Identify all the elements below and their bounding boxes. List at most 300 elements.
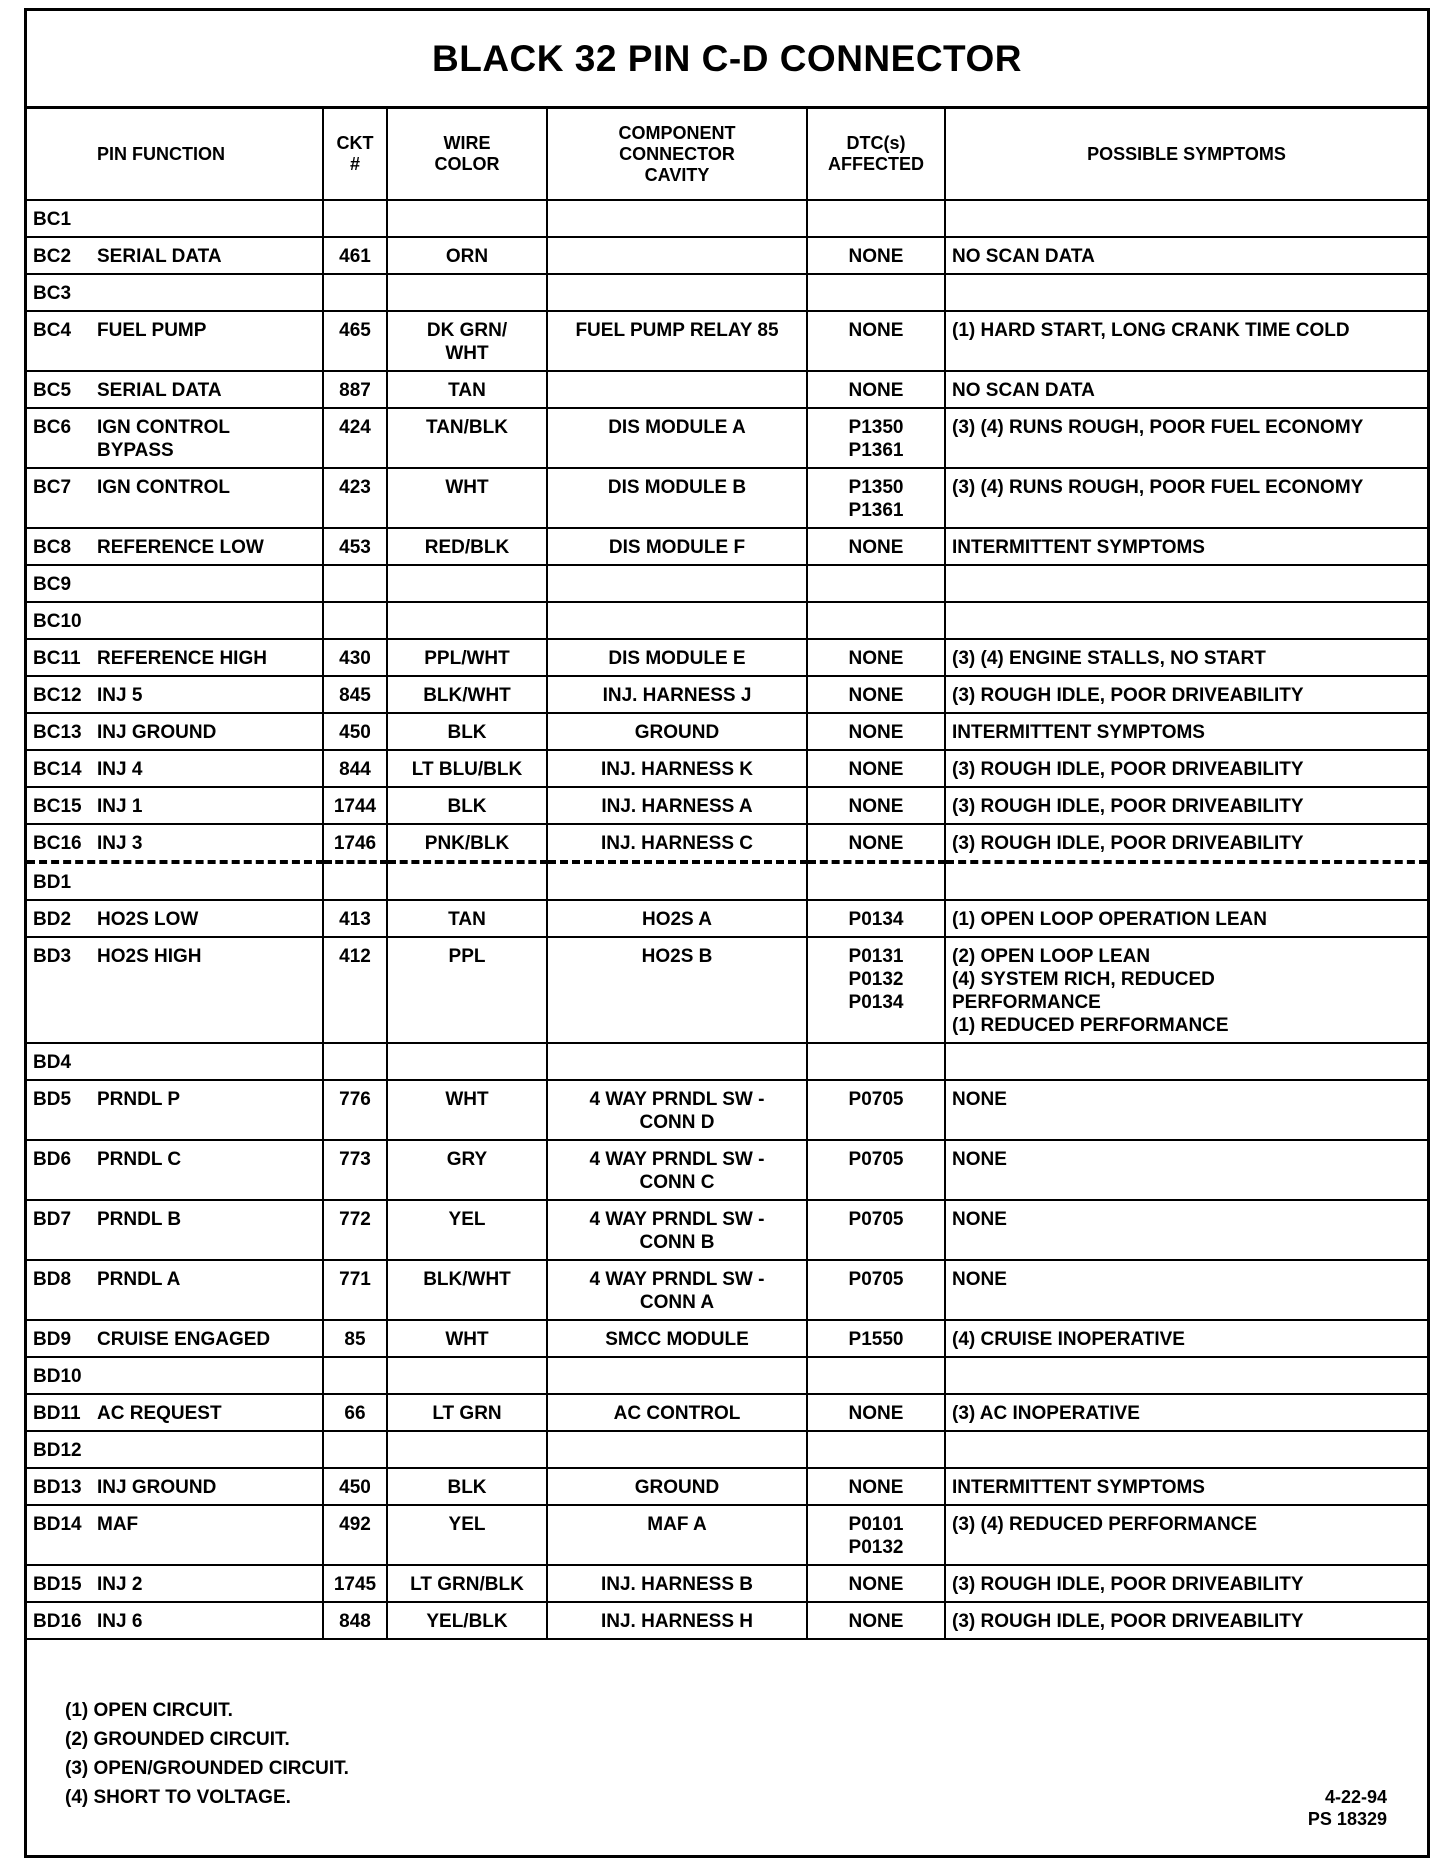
table-row <box>27 787 1427 824</box>
pin-function-cell <box>27 237 323 274</box>
symptoms-cell-text: INTERMITTENT SYMPTOMS <box>952 722 1205 743</box>
symptoms-cell-text: (3) ROUGH IDLE, POOR DRIVEABILITY <box>952 685 1304 706</box>
ckt-cell-text: 453 <box>339 537 371 558</box>
wire-color-cell <box>387 750 547 787</box>
wire-color-cell <box>387 1320 547 1357</box>
pin-id: BD16 <box>33 1611 82 1632</box>
pin-function-cell <box>27 200 323 237</box>
wire-color-cell-text: PPL/WHT <box>424 648 510 669</box>
ckt-cell-text: 1746 <box>333 833 377 854</box>
col-header-symptoms: POSSIBLE SYMPTOMS <box>945 109 1427 200</box>
dtc-cell <box>807 565 945 602</box>
symptoms-cell <box>945 1505 1427 1565</box>
ckt-cell-text: 1745 <box>333 1574 377 1595</box>
table-row <box>27 1602 1427 1639</box>
pin-function-cell <box>27 937 323 1043</box>
pin-function-cell <box>27 1357 323 1394</box>
table-row <box>27 371 1427 408</box>
wire-color-cell-text: LT GRN <box>432 1403 502 1424</box>
pin-id: BD2 <box>33 909 72 930</box>
table-row <box>27 713 1427 750</box>
ckt-cell <box>323 1394 387 1431</box>
ckt-cell <box>323 408 387 468</box>
pin-id: BC14 <box>33 759 82 780</box>
wire-color-cell <box>387 937 547 1043</box>
pin-function-cell <box>27 1468 323 1505</box>
wire-color-cell-text: BLK <box>447 722 487 743</box>
table-row <box>27 1200 1427 1260</box>
wire-color-cell <box>387 1468 547 1505</box>
component-cavity-cell <box>547 237 807 274</box>
symptoms-cell <box>945 1140 1427 1200</box>
symptoms-cell-text: (3) (4) ENGINE STALLS, NO START <box>952 648 1266 669</box>
dtc-cell-text: NONE <box>848 722 904 743</box>
dtc-cell-text: P0705 <box>848 1209 904 1230</box>
pin-id: BC9 <box>33 574 72 595</box>
ckt-cell <box>323 862 387 900</box>
pin-function-cell <box>27 1394 323 1431</box>
table-row <box>27 862 1427 900</box>
wire-color-cell <box>387 371 547 408</box>
wire-color-cell <box>387 1565 547 1602</box>
footnote: (2) GROUNDED CIRCUIT. <box>65 1729 290 1750</box>
wire-color-cell-text: RED/BLK <box>424 537 510 558</box>
symptoms-cell-text: (3) ROUGH IDLE, POOR DRIVEABILITY <box>952 759 1304 780</box>
symptoms-cell <box>945 1602 1427 1639</box>
dtc-cell <box>807 468 945 528</box>
ckt-cell <box>323 1602 387 1639</box>
ckt-cell <box>323 237 387 274</box>
wire-color-cell <box>387 1394 547 1431</box>
symptoms-cell <box>945 1565 1427 1602</box>
col-header-component: COMPONENT CONNECTOR CAVITY <box>547 109 807 200</box>
pin-id: BC8 <box>33 537 72 558</box>
symptoms-cell-text: NO SCAN DATA <box>952 380 1095 401</box>
component-cavity-cell <box>547 1260 807 1320</box>
component-cavity-cell <box>547 371 807 408</box>
pin-id: BC7 <box>33 477 72 498</box>
wire-color-cell <box>387 565 547 602</box>
ckt-cell <box>323 1357 387 1394</box>
wire-color-cell-text: LT GRN/BLK <box>410 1574 524 1595</box>
symptoms-cell <box>945 602 1427 639</box>
wire-color-cell-text: BLK/WHT <box>423 1269 511 1290</box>
table-row <box>27 1468 1427 1505</box>
component-cavity-cell <box>547 750 807 787</box>
component-cavity-cell-text: AC CONTROL <box>613 1403 741 1424</box>
wire-color-cell <box>387 1200 547 1260</box>
pin-function: INJ 5 <box>97 685 143 706</box>
pin-id: BC4 <box>33 320 72 341</box>
dtc-cell-text: NONE <box>848 1611 904 1632</box>
component-cavity-cell-text: SMCC MODULE <box>605 1329 749 1350</box>
component-cavity-cell <box>547 639 807 676</box>
symptoms-cell <box>945 676 1427 713</box>
symptoms-cell-text: NONE <box>952 1269 1007 1290</box>
footnote: (1) OPEN CIRCUIT. <box>65 1700 233 1721</box>
pin-id: BC12 <box>33 685 82 706</box>
ckt-cell-text: 423 <box>339 477 371 498</box>
ckt-cell <box>323 602 387 639</box>
ckt-cell <box>323 200 387 237</box>
pin-function: PRNDL P <box>97 1089 181 1110</box>
table-row <box>27 750 1427 787</box>
dtc-cell-text: NONE <box>848 1403 904 1424</box>
table-row <box>27 1140 1427 1200</box>
pin-function: IGN CONTROL <box>97 477 230 498</box>
pin-id: BD3 <box>33 946 72 967</box>
page-title: BLACK 32 PIN C-D CONNECTOR <box>27 11 1427 109</box>
dtc-cell-text: NONE <box>848 380 904 401</box>
wire-color-cell <box>387 1602 547 1639</box>
pin-id: BC3 <box>33 283 72 304</box>
pin-id: BC6 <box>33 417 72 438</box>
dtc-cell-text: NONE <box>848 320 904 341</box>
table-row <box>27 602 1427 639</box>
pin-function: PRNDL B <box>97 1209 182 1230</box>
wire-color-cell <box>387 1080 547 1140</box>
wire-color-cell <box>387 900 547 937</box>
pin-function-cell <box>27 787 323 824</box>
ckt-cell <box>323 565 387 602</box>
component-cavity-cell <box>547 676 807 713</box>
dtc-cell-text: P1550 <box>848 1329 904 1350</box>
dtc-cell <box>807 1357 945 1394</box>
ckt-cell <box>323 750 387 787</box>
pin-function-cell <box>27 1200 323 1260</box>
pin-function-cell <box>27 274 323 311</box>
dtc-cell <box>807 1394 945 1431</box>
wire-color-cell <box>387 862 547 900</box>
ckt-cell-text: 1744 <box>333 796 377 817</box>
dtc-cell-text: P0101 P0132 <box>848 1514 904 1558</box>
table-row <box>27 1431 1427 1468</box>
pin-function: INJ 6 <box>97 1611 143 1632</box>
dtc-cell-text: P0705 <box>848 1269 904 1290</box>
wire-color-cell-text: WHT <box>445 477 489 498</box>
component-cavity-cell <box>547 1565 807 1602</box>
symptoms-cell-text: (1) OPEN LOOP OPERATION LEAN <box>952 909 1267 930</box>
symptoms-cell-text: NONE <box>952 1089 1007 1110</box>
symptoms-cell <box>945 862 1427 900</box>
wire-color-cell-text: WHT <box>445 1329 489 1350</box>
symptoms-cell <box>945 371 1427 408</box>
ckt-cell <box>323 1320 387 1357</box>
pin-function-cell <box>27 311 323 371</box>
dtc-cell-text: NONE <box>848 833 904 854</box>
pin-function: INJ GROUND <box>97 1477 217 1498</box>
wire-color-cell <box>387 824 547 862</box>
component-cavity-cell-text: 4 WAY PRNDL SW - CONN A <box>589 1269 765 1313</box>
pin-id: BD8 <box>33 1269 72 1290</box>
wire-color-cell-text: PNK/BLK <box>424 833 510 854</box>
dtc-cell <box>807 1140 945 1200</box>
ckt-cell <box>323 1043 387 1080</box>
dtc-cell-text: NONE <box>848 759 904 780</box>
ckt-cell-text: 772 <box>339 1209 371 1230</box>
symptoms-cell-text: (3) AC INOPERATIVE <box>952 1403 1140 1424</box>
pin-id: BD11 <box>33 1403 81 1424</box>
pin-id: BD6 <box>33 1149 72 1170</box>
pin-function-cell <box>27 468 323 528</box>
ckt-cell-text: 450 <box>339 1477 371 1498</box>
pin-function-cell <box>27 1505 323 1565</box>
pin-id: BD15 <box>33 1574 82 1595</box>
symptoms-cell-text: (2) OPEN LOOP LEAN (4) SYSTEM RICH, REDUCED PERFORMANCE (1) REDUCED PERFORMANCE <box>952 946 1229 1036</box>
dtc-cell <box>807 1043 945 1080</box>
component-cavity-cell-text: DIS MODULE E <box>608 648 746 669</box>
wire-color-cell-text: YEL/BLK <box>426 1611 508 1632</box>
component-cavity-cell <box>547 1357 807 1394</box>
ckt-cell-text: 773 <box>339 1149 371 1170</box>
pin-function: INJ GROUND <box>97 722 217 743</box>
dtc-cell-text: NONE <box>848 246 904 267</box>
ckt-cell-text: 424 <box>339 417 371 438</box>
dtc-cell <box>807 937 945 1043</box>
symptoms-cell <box>945 787 1427 824</box>
pin-function-cell <box>27 639 323 676</box>
dtc-cell-text: NONE <box>848 648 904 669</box>
wire-color-cell <box>387 639 547 676</box>
table-row <box>27 468 1427 528</box>
symptoms-cell <box>945 1043 1427 1080</box>
pin-function-cell <box>27 750 323 787</box>
symptoms-cell <box>945 408 1427 468</box>
symptoms-cell <box>945 1200 1427 1260</box>
symptoms-cell <box>945 565 1427 602</box>
ckt-cell <box>323 274 387 311</box>
symptoms-cell <box>945 639 1427 676</box>
component-cavity-cell-text: INJ. HARNESS K <box>600 759 754 780</box>
pin-function: CRUISE ENGAGED <box>97 1329 271 1350</box>
table-row <box>27 639 1427 676</box>
pin-id: BC2 <box>33 246 72 267</box>
component-cavity-cell <box>547 824 807 862</box>
table-row <box>27 1080 1427 1140</box>
pin-function: INJ 1 <box>97 796 143 817</box>
pin-function-cell <box>27 1080 323 1140</box>
component-cavity-cell <box>547 1394 807 1431</box>
dtc-cell <box>807 1431 945 1468</box>
symptoms-cell <box>945 1468 1427 1505</box>
wire-color-cell <box>387 1505 547 1565</box>
dtc-cell-text: P0134 <box>848 909 904 930</box>
ckt-cell <box>323 639 387 676</box>
dtc-cell <box>807 824 945 862</box>
ckt-cell <box>323 1468 387 1505</box>
table-row <box>27 528 1427 565</box>
component-cavity-cell <box>547 713 807 750</box>
component-cavity-cell-text: MAF A <box>647 1514 707 1535</box>
table-header-row <box>27 109 1427 200</box>
symptoms-cell <box>945 1320 1427 1357</box>
pin-function: FUEL PUMP <box>97 320 207 341</box>
wire-color-cell <box>387 274 547 311</box>
component-cavity-cell-text: FUEL PUMP RELAY 85 <box>575 320 779 341</box>
wire-color-cell-text: WHT <box>445 1089 489 1110</box>
component-cavity-cell <box>547 602 807 639</box>
pin-function-cell <box>27 602 323 639</box>
symptoms-cell-text: (3) ROUGH IDLE, POOR DRIVEABILITY <box>952 833 1304 854</box>
symptoms-cell-text: (3) ROUGH IDLE, POOR DRIVEABILITY <box>952 796 1304 817</box>
symptoms-cell <box>945 237 1427 274</box>
symptoms-cell-text: (3) ROUGH IDLE, POOR DRIVEABILITY <box>952 1611 1304 1632</box>
dtc-cell <box>807 1200 945 1260</box>
pin-function: REFERENCE LOW <box>97 537 264 558</box>
wire-color-cell-text: DK GRN/ WHT <box>426 320 508 364</box>
wire-color-cell <box>387 237 547 274</box>
table-row <box>27 1565 1427 1602</box>
col-header-wire-color: WIRE COLOR <box>387 109 547 200</box>
symptoms-cell <box>945 900 1427 937</box>
symptoms-cell <box>945 1080 1427 1140</box>
ckt-cell-text: 887 <box>339 380 371 401</box>
wire-color-cell <box>387 676 547 713</box>
dtc-cell-text: P0705 <box>848 1149 904 1170</box>
table-row <box>27 1043 1427 1080</box>
pin-id: BD10 <box>33 1366 82 1387</box>
pin-id: BC5 <box>33 380 72 401</box>
wire-color-cell <box>387 1140 547 1200</box>
component-cavity-cell-text: 4 WAY PRNDL SW - CONN B <box>589 1209 765 1253</box>
component-cavity-cell-text: GROUND <box>634 722 720 743</box>
component-cavity-cell <box>547 1080 807 1140</box>
pin-function-cell <box>27 1431 323 1468</box>
component-cavity-cell-text: DIS MODULE A <box>608 417 746 438</box>
table-row <box>27 1260 1427 1320</box>
symptoms-cell <box>945 1431 1427 1468</box>
connector-table <box>27 109 1427 1640</box>
dtc-cell-text: P1350 P1361 <box>848 417 904 461</box>
component-cavity-cell-text: INJ. HARNESS H <box>600 1611 754 1632</box>
ckt-cell <box>323 1080 387 1140</box>
ckt-cell <box>323 900 387 937</box>
pin-function: IGN CONTROL BYPASS <box>97 417 230 461</box>
wire-color-cell <box>387 1431 547 1468</box>
pin-id: BD4 <box>33 1052 72 1073</box>
symptoms-cell <box>945 750 1427 787</box>
pin-id: BC16 <box>33 833 82 854</box>
ckt-cell-text: 776 <box>339 1089 371 1110</box>
symptoms-cell <box>945 311 1427 371</box>
footnote: (3) OPEN/GROUNDED CIRCUIT. <box>65 1758 349 1779</box>
component-cavity-cell <box>547 1140 807 1200</box>
symptoms-cell-text: (3) (4) RUNS ROUGH, POOR FUEL ECONOMY <box>952 477 1364 498</box>
dtc-cell <box>807 1565 945 1602</box>
component-cavity-cell-text: INJ. HARNESS C <box>600 833 754 854</box>
document-stamp <box>1308 1786 1387 1830</box>
table-row <box>27 237 1427 274</box>
component-cavity-cell-text: INJ. HARNESS A <box>601 796 753 817</box>
wire-color-cell <box>387 528 547 565</box>
wire-color-cell <box>387 1043 547 1080</box>
symptoms-cell-text: (3) (4) RUNS ROUGH, POOR FUEL ECONOMY <box>952 417 1364 438</box>
ckt-cell-text: 465 <box>339 320 371 341</box>
ckt-cell-text: 412 <box>339 946 371 967</box>
dtc-cell <box>807 311 945 371</box>
symptoms-cell-text: NO SCAN DATA <box>952 246 1095 267</box>
component-cavity-cell <box>547 1431 807 1468</box>
pin-function-cell <box>27 1320 323 1357</box>
pin-function: INJ 4 <box>97 759 143 780</box>
symptoms-cell <box>945 937 1427 1043</box>
component-cavity-cell <box>547 937 807 1043</box>
table-row <box>27 824 1427 862</box>
wire-color-cell-text: GRY <box>446 1149 488 1170</box>
wire-color-cell <box>387 787 547 824</box>
ckt-cell <box>323 1431 387 1468</box>
dtc-cell <box>807 274 945 311</box>
ckt-cell <box>323 311 387 371</box>
pin-id: BD14 <box>33 1514 82 1535</box>
dtc-cell <box>807 1468 945 1505</box>
pin-id: BD12 <box>33 1440 82 1461</box>
pin-function: HO2S LOW <box>97 909 199 930</box>
table-row <box>27 937 1427 1043</box>
ckt-cell <box>323 371 387 408</box>
dtc-cell <box>807 639 945 676</box>
table-body <box>27 200 1427 1639</box>
dtc-cell-text: NONE <box>848 685 904 706</box>
symptoms-cell-text: INTERMITTENT SYMPTOMS <box>952 1477 1205 1498</box>
symptoms-cell-text: INTERMITTENT SYMPTOMS <box>952 537 1205 558</box>
dtc-cell-text: NONE <box>848 1574 904 1595</box>
ckt-cell <box>323 528 387 565</box>
component-cavity-cell <box>547 1043 807 1080</box>
wire-color-cell-text: BLK <box>447 1477 487 1498</box>
pin-function: PRNDL C <box>97 1149 182 1170</box>
dtc-cell <box>807 408 945 468</box>
component-cavity-cell <box>547 274 807 311</box>
wire-color-cell <box>387 1357 547 1394</box>
pin-function-cell <box>27 1140 323 1200</box>
ckt-cell-text: 492 <box>339 1514 371 1535</box>
pin-function-cell <box>27 371 323 408</box>
component-cavity-cell <box>547 408 807 468</box>
pin-id: BD13 <box>33 1477 82 1498</box>
dtc-cell-text: NONE <box>848 1477 904 1498</box>
ckt-cell <box>323 468 387 528</box>
component-cavity-cell-text: DIS MODULE F <box>608 537 746 558</box>
component-cavity-cell <box>547 528 807 565</box>
component-cavity-cell-text: 4 WAY PRNDL SW - CONN D <box>589 1089 765 1133</box>
component-cavity-cell-text: GROUND <box>634 1477 720 1498</box>
dtc-cell <box>807 713 945 750</box>
pin-function: INJ 2 <box>97 1574 143 1595</box>
pin-function: SERIAL DATA <box>97 380 222 401</box>
wire-color-cell-text: YEL <box>448 1514 486 1535</box>
dtc-cell <box>807 1260 945 1320</box>
ckt-cell <box>323 1260 387 1320</box>
table-row <box>27 900 1427 937</box>
ckt-cell <box>323 713 387 750</box>
pin-function-cell <box>27 1602 323 1639</box>
pin-function-cell <box>27 713 323 750</box>
ckt-cell-text: 771 <box>339 1269 371 1290</box>
dtc-cell <box>807 602 945 639</box>
wire-color-cell-text: BLK/WHT <box>423 685 511 706</box>
table-row <box>27 1394 1427 1431</box>
symptoms-cell-text: (1) HARD START, LONG CRANK TIME COLD <box>952 320 1350 341</box>
pin-function-cell <box>27 1043 323 1080</box>
dtc-cell <box>807 676 945 713</box>
dtc-cell-text: P0705 <box>848 1089 904 1110</box>
dtc-cell <box>807 862 945 900</box>
wire-color-cell-text: ORN <box>445 246 489 267</box>
ckt-cell <box>323 1505 387 1565</box>
dtc-cell <box>807 371 945 408</box>
pin-function-cell <box>27 528 323 565</box>
